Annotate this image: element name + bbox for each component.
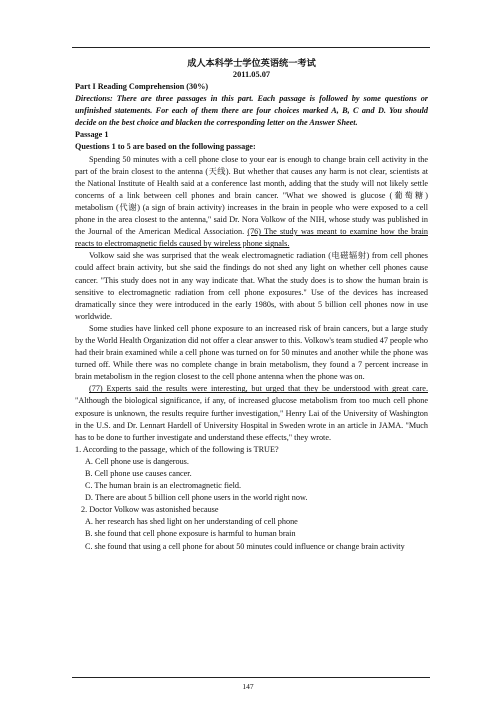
page-number: 147	[242, 682, 254, 691]
bottom-rule	[72, 677, 430, 678]
question-1-option-a: A. Cell phone use is dangerous.	[85, 456, 189, 466]
question-1-stem: 1. According to the passage, which of the following is TRUE?	[75, 444, 279, 454]
questions-intro: Questions 1 to 5 are based on the following passage:	[75, 142, 256, 152]
underlined-sentence-76: (76) The study was meant to examine how the brain reacts to electromagnetic fields caused by wireless phone signals.	[75, 227, 428, 249]
directions: Directions: There are three passages in this part. Each passage is followed by some questions or unfinished statements. For each of them there are four choices marked A, B, C and D. You should decide on the best choice and blacken the corresponding letter on the Answer Sheet.	[75, 94, 428, 128]
exam-date: 2011.05.07	[232, 70, 271, 79]
question-1-option-b: B. Cell phone use causes cancer.	[85, 469, 192, 478]
question-1	[75, 444, 428, 504]
question-2-stem: 2. Doctor Volkow was astonished because	[81, 505, 219, 515]
question-2-option-c: C. she found that using a cell phone for about 50 minutes could influence or change brain activity	[85, 541, 405, 551]
exam-title: 成人本科学士学位英语统一考试	[187, 58, 316, 68]
underlined-sentence-77: (77) Experts said the results were interesting, but urged that they be understood with great care.	[89, 384, 428, 394]
top-rule	[72, 47, 430, 48]
paragraph-1-text: Spending 50 minutes with a cell phone close to your ear is enough to change brain cell activity in the part of the brain closest to the antenna (天线). But whether that causes any harm is not clear, scientists at the National Institute of Health said at a conference last month, adding that the study will not likely settle concerns of a link between cell phones and brain cancer. "What we showed is glucose (葡萄糖) metabolism (代谢) (a sign of brain activity) increases in the brain in people who were exposed to a cell phone in the area closest to the antenna," said Dr. Nora Volkow of the NIH, whose study was published in the Journal of the American Medical Association.	[75, 154, 428, 237]
question-2-option-a: A. her research has shed light on her understanding of cell phone	[85, 517, 298, 527]
question-1-option-c: C. The human brain is an electromagnetic field.	[85, 481, 242, 491]
paragraph-4-text: "Although the biological significance, if any, of increased glucose metabolism from too much cell phone exposure is unknown, the results require further investigation," Henry Lai of the University of Washington in the U.S. and Dr. Lennart Hardell of University Hospital in Sweden wrote in an article in JAMA. "Much has to be done to further investigate and understand these effects," they wrote.	[75, 396, 428, 442]
paragraph-1	[75, 154, 428, 251]
paragraph-2: Volkow said she was surprised that the weak electromagnetic radiation (电磁辐射) from cell phones could affect brain activity, but she said the findings do not shed any light on whether cell phones cause cancer. "This study does not in any way indicate that. What the study does is to show the human brain is sensitive to electromagnetic radiation from cell phone exposures." Use of the devices has increased dramatically since they were introduced in the early 1980s, with about 5 billion cell phones now in use worldwide.	[75, 251, 428, 321]
question-2	[75, 504, 428, 552]
paragraph-4	[75, 383, 428, 443]
paragraph-3: Some studies have linked cell phone exposure to an increased risk of brain cancers, but a large study by the World Health Organization did not offer a clear answer to this. Volkow's team studied 47 people who had their brain examined while a cell phone was turned on for 50 minutes and another while the phone was turned off. While there was no complete change in brain metabolism, they found a 7 percent increase in brain metabolism in the region closest to the cell phone antenna when the phone was on.	[75, 323, 428, 382]
question-2-option-b: B. she found that cell phone exposure is harmful to human brain	[85, 529, 296, 539]
part-heading: Part I Reading Comprehension (30%)	[75, 82, 209, 91]
question-1-option-d: D. There are about 5 billion cell phone users in the world right now.	[85, 493, 308, 503]
page-content	[75, 57, 428, 553]
passage-label: Passage 1	[75, 130, 109, 140]
